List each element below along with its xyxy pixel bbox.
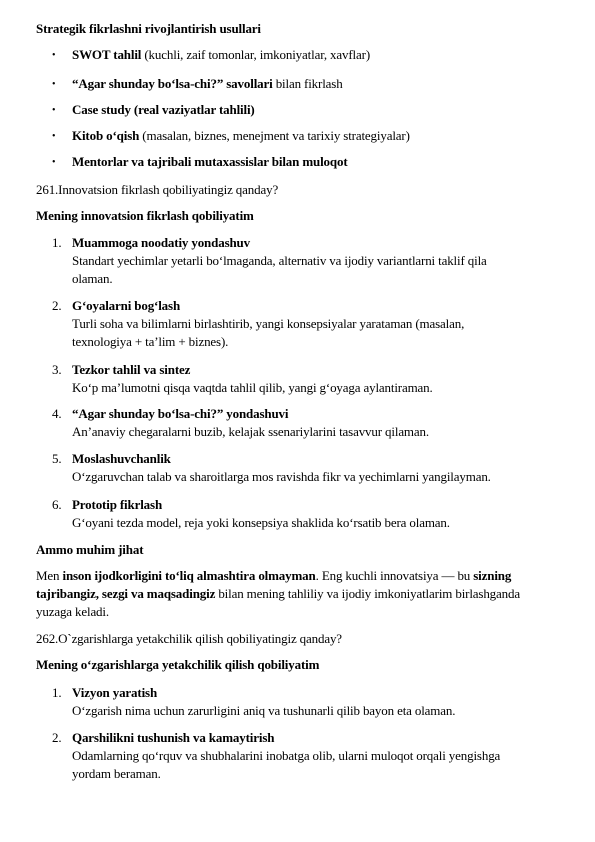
list-item: “Agar shunday bo‘lsa-chi?” savollari bilan fikrlash [72,76,343,91]
section-heading: Mening o‘zgarishlarga yetakchilik qilish qobiliyatim [36,657,320,672]
list-item: SWOT tahlil (kuchli, zaif tomonlar, imkoniyatlar, xavflar) [72,47,370,62]
list-item-title: Qarshilikni tushunish va kamaytirish [72,730,275,745]
list-number: 1. [52,235,62,250]
section-heading: Ammo muhim jihat [36,542,144,557]
list-item-title: “Agar shunday bo‘lsa-chi?” yondashuvi [72,406,289,421]
list-item-text: Turli soha va bilimlarni birlashtirib, yangi konsepsiyalar yarataman (masalan, [72,316,465,331]
list-number: 4. [52,406,62,421]
list-item: Kitob o‘qish (masalan, biznes, menejment va tarixiy strategiyalar) [72,128,410,143]
list-item-title: Prototip fikrlash [72,497,163,512]
bullet-icon: • [52,105,56,116]
list-item: Mentorlar va tajribali mutaxassislar bilan muloqot [72,154,348,169]
paragraph-line: tajribangiz, sezgi va maqsadingiz bilan mening tahliliy va ijodiy imkoniyatlarim birlashganda [36,586,520,601]
list-item-text: G‘oyani tezda model, reja yoki konsepsiya shaklida ko‘rsatib bera olaman. [72,515,450,530]
list-item-title: Moslashuvchanlik [72,451,171,466]
list-item-title: Tezkor tahlil va sintez [72,362,191,377]
list-item-text: yordam beraman. [72,766,161,781]
list-item-title: G‘oyalarni bog‘lash [72,298,181,313]
paragraph-line: Men inson ijodkorligini to‘liq almashtira olmayman. Eng kuchli innovatsiya — bu sizning [36,568,512,583]
list-item-title: Muammoga noodatiy yondashuv [72,235,250,250]
section-heading: Mening innovatsion fikrlash qobiliyatim [36,208,254,223]
bullet-icon: • [52,79,56,90]
list-item: Case study (real vaziyatlar tahlili) [72,102,255,117]
list-item-text: texnologiya + ta’lim + biznes). [72,334,229,349]
bullet-icon: • [52,157,56,168]
list-number: 6. [52,497,62,512]
list-item-text: Standart yechimlar yetarli bo‘lmaganda, alternativ va ijodiy variantlarni taklif qila [72,253,487,268]
list-item-text: Ko‘p ma’lumotni qisqa vaqtda tahlil qilib, yangi g‘oyaga aylantiraman. [72,380,433,395]
question-text: 262.O`zgarishlarga yetakchilik qilish qobiliyatingiz qanday? [36,631,342,646]
bullet-icon: • [52,50,56,61]
bullet-icon: • [52,131,56,142]
paragraph-line: yuzaga keladi. [36,604,109,619]
list-item-text: An’anaviy chegaralarni buzib, kelajak ssenariylarini tasavvur qilaman. [72,424,429,439]
list-number: 2. [52,730,62,745]
list-item-text: O‘zgarish nima uchun zarurligini aniq va tushunarli qilib bayon eta olaman. [72,703,456,718]
section-heading: Strategik fikrlashni rivojlantirish usullari [36,21,261,36]
question-text: 261.Innovatsion fikrlash qobiliyatingiz qanday? [36,182,279,197]
list-number: 2. [52,298,62,313]
list-item-title: Vizyon yaratish [72,685,158,700]
list-item-text: Odamlarning qo‘rquv va shubhalarini inobatga olib, ularni muloqot orqali yengishga [72,748,501,763]
list-number: 1. [52,685,62,700]
list-number: 5. [52,451,62,466]
list-item-text: olaman. [72,271,113,286]
list-number: 3. [52,362,62,377]
list-item-text: O‘zgaruvchan talab va sharoitlarga mos ravishda fikr va yechimlarni yangilayman. [72,469,491,484]
